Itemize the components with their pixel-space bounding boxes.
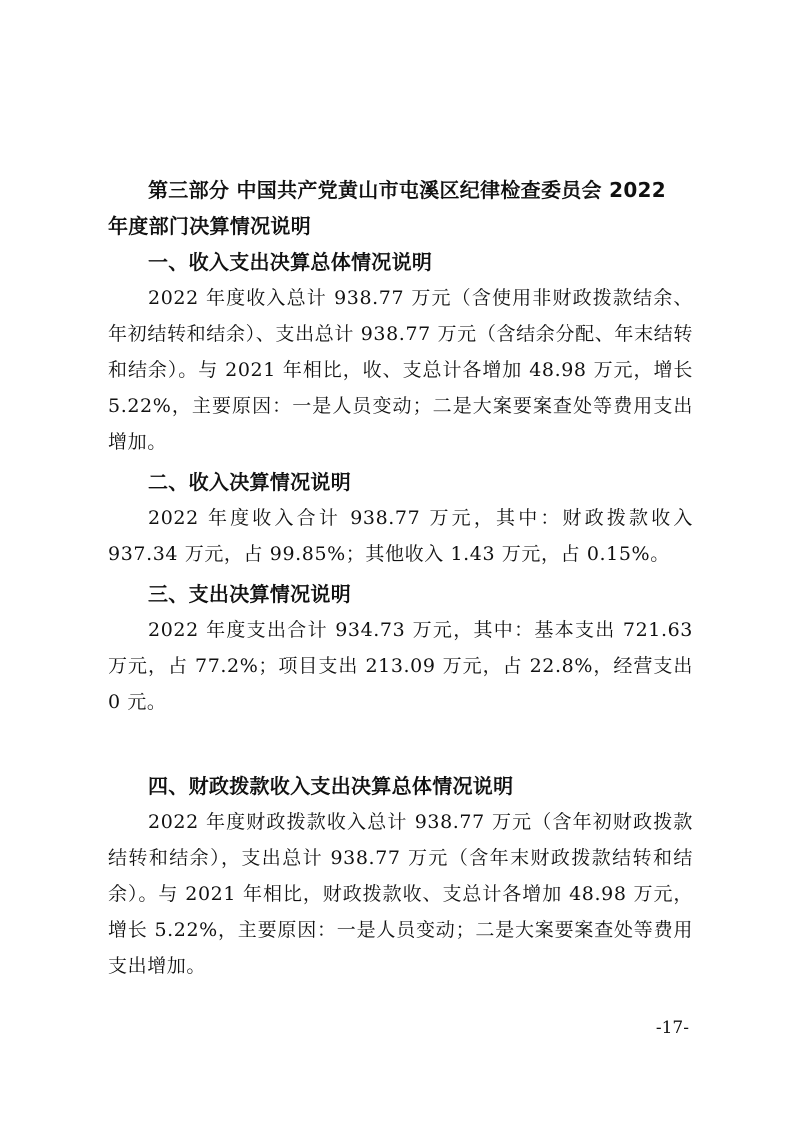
section-paragraph-4: 2022 年度财政拨款收入总计 938.77 万元（含年初财政拨款结转和结余），支出总计 938.77 万元（含年末财政拨款结转和结余）。与 2021 年相比，财政拨款收、支总计各增加 48.98 万元，增长 5.22%，主要原因：一是人员变动；二是大案要案查处等费用支出增加。: [108, 811, 693, 977]
document-body: [108, 172, 693, 988]
section-spacer: [108, 724, 693, 768]
section-paragraph-3: 2022 年度支出合计 934.73 万元，其中：基本支出 721.63 万元，占 77.2%；项目支出 213.09 万元，占 22.8%，经营支出 0 元。: [108, 619, 693, 713]
section-heading-2: 二、收入决算情况说明: [148, 470, 351, 494]
section-heading-3: 三、支出决算情况说明: [148, 582, 351, 606]
page-number: -17-: [655, 1018, 689, 1038]
section-heading-4: 四、财政拨款收入支出决算总体情况说明: [148, 774, 514, 798]
document-title: 第三部分 中国共产党黄山市屯溪区纪律检查委员会 2022 年度部门决算情况说明: [108, 178, 666, 238]
section-heading-1: 一、收入支出决算总体情况说明: [148, 250, 433, 274]
section-paragraph-1: 2022 年度收入总计 938.77 万元（含使用非财政拨款结余、年初结转和结余）、支出总计 938.77 万元（含结余分配、年末结转和结余）。与 2021 年相比，收、支总计各增加 48.98 万元，增长 5.22%，主要原因：一是人员变动；二是大案要案查处等费用支出增加。: [108, 287, 693, 453]
section-paragraph-2: 2022 年度收入合计 938.77 万元，其中：财政拨款收入 937.34 万元，占 99.85%；其他收入 1.43 万元，占 0.15%。: [108, 507, 693, 565]
